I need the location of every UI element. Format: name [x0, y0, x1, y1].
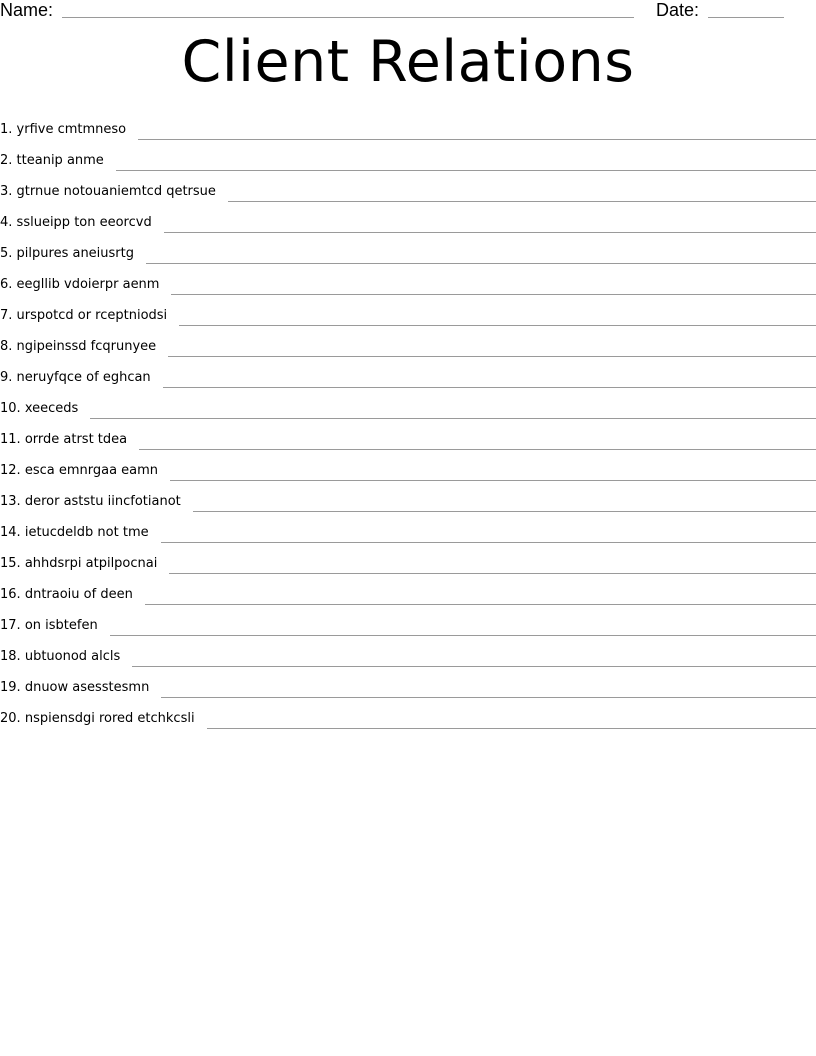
name-label: Name:	[0, 0, 54, 20]
item-label	[0, 615, 110, 637]
item-number: 4.	[0, 215, 13, 230]
scrambled-word: dnuow asesstesmn	[24, 680, 150, 695]
answer-line[interactable]	[146, 263, 816, 264]
list-item	[0, 513, 816, 544]
item-number: 13.	[0, 494, 21, 509]
list-item	[0, 358, 816, 389]
scrambled-word: sslueipp ton eeorcvd	[16, 215, 152, 230]
item-number: 7.	[0, 308, 13, 323]
list-item	[0, 544, 816, 575]
scrambled-word: ngipeinssd fcqrunyee	[16, 339, 157, 354]
item-label	[0, 336, 168, 358]
answer-line[interactable]	[138, 139, 816, 140]
scrambled-word: yrfive cmtmneso	[16, 122, 127, 137]
item-number: 6.	[0, 277, 13, 292]
scrambled-word: ietucdeldb not tme	[24, 525, 149, 540]
answer-line[interactable]	[116, 170, 816, 171]
item-label	[0, 243, 146, 265]
scrambled-word: deror aststu iincfotianot	[24, 494, 181, 509]
scrambled-word: tteanip anme	[16, 153, 104, 168]
answer-line[interactable]	[163, 387, 816, 388]
list-item	[0, 637, 816, 668]
item-label	[0, 398, 90, 420]
list-item	[0, 172, 816, 203]
answer-line[interactable]	[169, 573, 816, 574]
item-label	[0, 181, 228, 203]
scrambled-word: ubtuonod alcls	[24, 649, 121, 664]
answer-line[interactable]	[179, 325, 816, 326]
item-number: 3.	[0, 184, 13, 199]
list-item	[0, 203, 816, 234]
scrambled-word: gtrnue notouaniemtcd qetrsue	[16, 184, 216, 199]
item-label	[0, 274, 171, 296]
item-number: 17.	[0, 618, 21, 633]
list-item	[0, 606, 816, 637]
scrambled-word: orrde atrst tdea	[24, 432, 128, 447]
item-label	[0, 367, 163, 389]
answer-line[interactable]	[139, 449, 816, 450]
scrambled-word: dntraoiu of deen	[24, 587, 133, 602]
answer-line[interactable]	[228, 201, 816, 202]
answer-line[interactable]	[164, 232, 816, 233]
word-scramble-list	[0, 110, 816, 730]
answer-line[interactable]	[161, 542, 816, 543]
answer-line[interactable]	[161, 697, 816, 698]
item-number: 20.	[0, 711, 21, 726]
item-number: 15.	[0, 556, 21, 571]
scrambled-word: nspiensdgi rored etchkcsli	[24, 711, 195, 726]
scrambled-word: neruyfqce of eghcan	[16, 370, 151, 385]
item-number: 1.	[0, 122, 13, 137]
list-item	[0, 482, 816, 513]
item-label	[0, 119, 138, 141]
item-label	[0, 708, 207, 730]
item-label	[0, 491, 193, 513]
list-item	[0, 389, 816, 420]
item-number: 11.	[0, 432, 21, 447]
scrambled-word: pilpures aneiusrtg	[16, 246, 134, 261]
worksheet-header	[0, 0, 816, 24]
item-number: 2.	[0, 153, 13, 168]
answer-line[interactable]	[168, 356, 816, 357]
list-item	[0, 141, 816, 172]
scrambled-word: esca emnrgaa eamn	[24, 463, 159, 478]
list-item	[0, 699, 816, 730]
item-label	[0, 646, 132, 668]
item-number: 14.	[0, 525, 21, 540]
item-number: 10.	[0, 401, 21, 416]
item-label	[0, 460, 170, 482]
item-label	[0, 150, 116, 172]
item-label	[0, 212, 164, 234]
item-number: 19.	[0, 680, 21, 695]
item-number: 12.	[0, 463, 21, 478]
answer-line[interactable]	[132, 666, 816, 667]
item-label	[0, 522, 161, 544]
item-number: 5.	[0, 246, 13, 261]
list-item	[0, 296, 816, 327]
item-number: 18.	[0, 649, 21, 664]
item-number: 16.	[0, 587, 21, 602]
item-label	[0, 429, 139, 451]
page-title: Client Relations	[181, 29, 635, 95]
item-label	[0, 677, 161, 699]
list-item	[0, 234, 816, 265]
date-label: Date:	[656, 0, 700, 20]
list-item	[0, 265, 816, 296]
scrambled-word: xeeceds	[24, 401, 79, 416]
date-field[interactable]	[708, 17, 784, 18]
item-label	[0, 553, 169, 575]
answer-line[interactable]	[110, 635, 816, 636]
scrambled-word: urspotcd or rceptniodsi	[16, 308, 168, 323]
answer-line[interactable]	[193, 511, 816, 512]
item-label	[0, 584, 145, 606]
list-item	[0, 420, 816, 451]
scrambled-word: on isbtefen	[24, 618, 98, 633]
list-item	[0, 668, 816, 699]
answer-line[interactable]	[171, 294, 816, 295]
item-label	[0, 305, 179, 327]
answer-line[interactable]	[145, 604, 816, 605]
answer-line[interactable]	[207, 728, 816, 729]
answer-line[interactable]	[90, 418, 816, 419]
scrambled-word: ahhdsrpi atpilpocnai	[24, 556, 158, 571]
answer-line[interactable]	[170, 480, 816, 481]
list-item	[0, 110, 816, 141]
list-item	[0, 575, 816, 606]
item-number: 9.	[0, 370, 13, 385]
list-item	[0, 451, 816, 482]
scrambled-word: eegllib vdoierpr aenm	[16, 277, 160, 292]
name-field[interactable]	[62, 17, 634, 18]
list-item	[0, 327, 816, 358]
item-number: 8.	[0, 339, 13, 354]
